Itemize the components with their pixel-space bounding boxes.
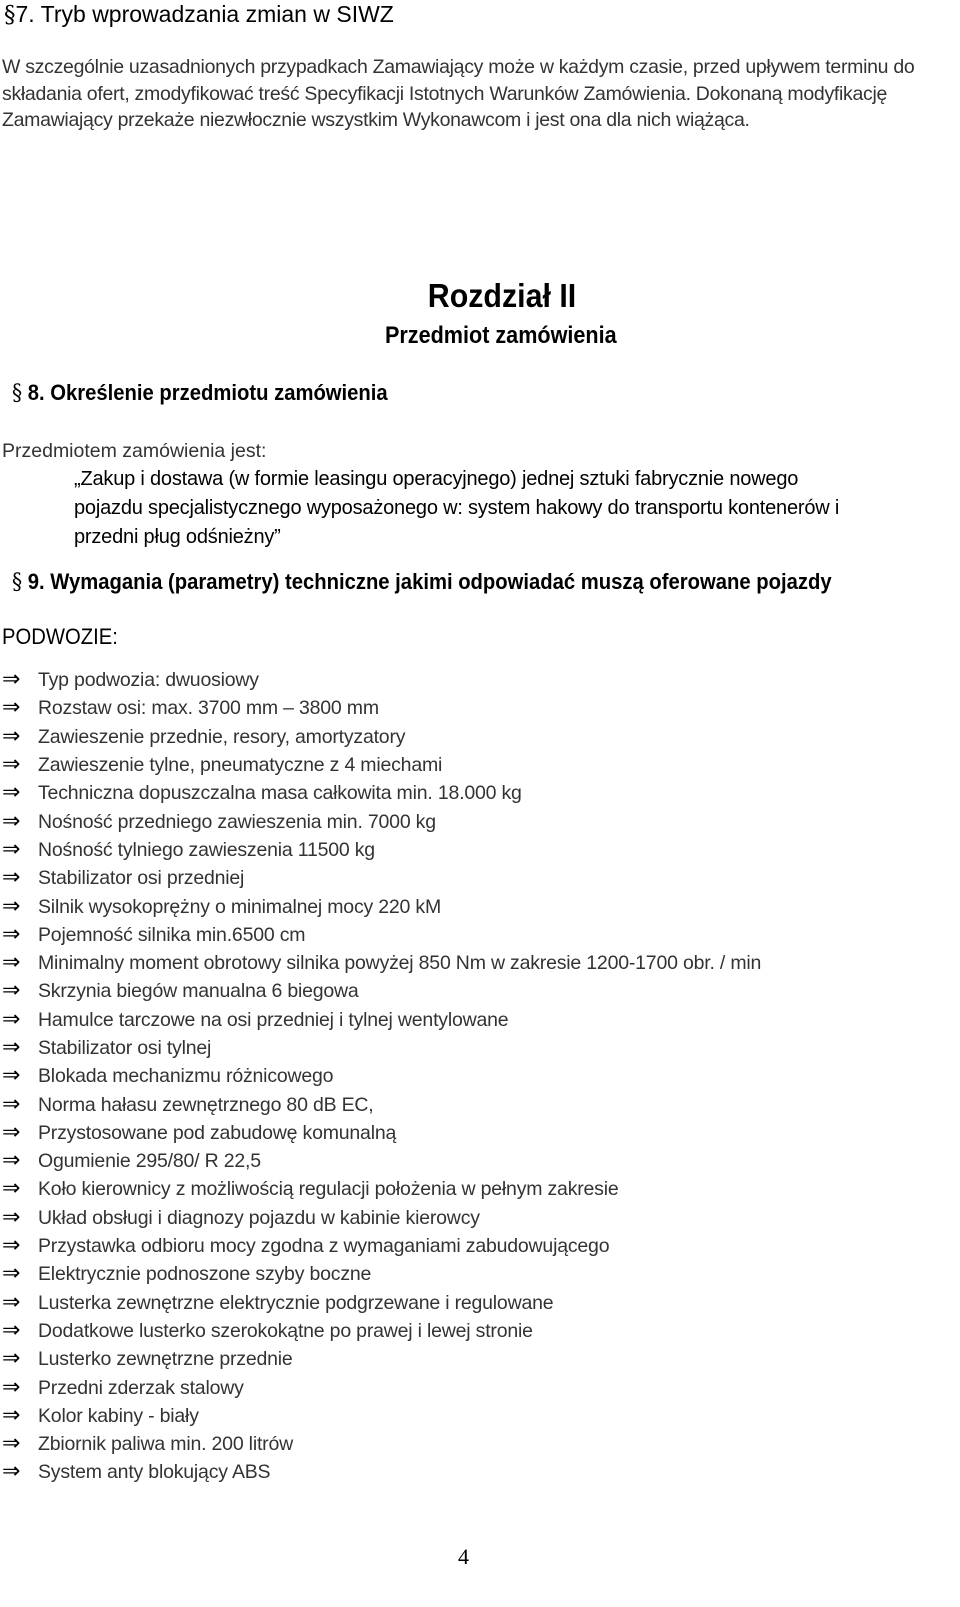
list-item-text: Koło kierownicy z możliwością regulacji położenia w pełnym zakresie — [38, 1178, 619, 1201]
double-right-arrow-icon: ⇒ — [2, 836, 21, 862]
double-right-arrow-icon: ⇒ — [2, 893, 21, 919]
double-right-arrow-icon: ⇒ — [2, 1289, 21, 1315]
list-item — [0, 694, 761, 722]
list-item-text: Nośność przedniego zawieszenia min. 7000 kg — [38, 810, 436, 833]
section-symbol: § — [4, 2, 16, 28]
subject-label: Przedmiotem zamówienia jest: — [2, 440, 267, 462]
section-9-title: 9. Wymagania (parametry) techniczne jakimi odpowiadać muszą oferowane pojazdy — [22, 569, 832, 594]
subject-line: pojazdu specjalistycznego wyposażonego w: system hakowy do transportu kontenerów i — [74, 497, 840, 519]
list-item — [0, 666, 761, 694]
section-9-heading — [12, 568, 832, 597]
list-item-text: Stabilizator osi tylnej — [38, 1037, 212, 1059]
list-item-text: Zbiornik paliwa min. 200 litrów — [38, 1433, 293, 1456]
list-item-text: Typ podwozia: dwuosiowy — [38, 669, 259, 692]
double-right-arrow-icon: ⇒ — [2, 695, 21, 721]
list-item — [0, 864, 761, 892]
list-item-text: Układ obsługi i diagnozy pojazdu w kabinie kierowcy — [38, 1206, 480, 1229]
double-right-arrow-icon: ⇒ — [2, 1346, 21, 1372]
list-item-text: Kolor kabiny - biały — [38, 1404, 199, 1427]
section-7-heading — [4, 0, 394, 29]
list-item — [0, 836, 761, 864]
list-item-text: Skrzynia biegów manualna 6 biegowa — [38, 980, 359, 1003]
chapter-title: Rozdział II — [427, 277, 577, 314]
list-item — [0, 1147, 761, 1175]
list-item-text: Pojemność silnika min.6500 cm — [38, 923, 306, 946]
chapter-subtitle: Przedmiot zamówienia — [384, 322, 617, 349]
list-item — [0, 1232, 761, 1260]
list-item-text: Nośność tylniego zawieszenia 11500 kg — [38, 838, 375, 861]
double-right-arrow-icon: ⇒ — [2, 752, 21, 778]
double-right-arrow-icon: ⇒ — [2, 1035, 21, 1060]
list-item — [0, 1062, 761, 1090]
paragraph-line: Zamawiający przekaże niezwłocznie wszystkim Wykonawcom i jest ona dla nich wiążąca. — [2, 109, 750, 131]
paragraph-line: składania ofert, zmodyfikować treść Specyfikacji Istotnych Warunków Zamówienia. Dokonaną modyfikację — [2, 82, 888, 105]
list-item — [0, 1317, 761, 1345]
subject-line: przedni pług odśnieżny” — [74, 526, 281, 548]
list-item-text: Blokada mechanizmu różnicowego — [38, 1065, 334, 1088]
double-right-arrow-icon: ⇒ — [2, 1261, 21, 1287]
list-item — [0, 1006, 761, 1034]
double-right-arrow-icon: ⇒ — [2, 1402, 21, 1428]
list-item-text: Rozstaw osi: max. 3700 mm – 3800 mm — [38, 697, 379, 720]
double-right-arrow-icon: ⇒ — [2, 780, 21, 806]
section-symbol: § — [12, 381, 23, 406]
list-item-text: Przystosowane pod zabudowę komunalną — [38, 1121, 397, 1144]
list-item — [0, 1090, 761, 1118]
list-item-text: Minimalny moment obrotowy silnika powyżej 850 Nm w zakresie 1200-1700 obr. / min — [38, 952, 762, 975]
section-7-title: 7. Tryb wprowadzania zmian w SIWZ — [15, 1, 394, 27]
section-8-title: 8. Określenie przedmiotu zamówienia — [22, 380, 388, 405]
double-right-arrow-icon: ⇒ — [2, 723, 21, 749]
double-right-arrow-icon: ⇒ — [2, 1119, 21, 1145]
list-item-text: Elektrycznie podnoszone szyby boczne — [38, 1263, 372, 1286]
list-item — [0, 751, 761, 779]
list-item-text: Ogumienie 295/80/ R 22,5 — [38, 1150, 261, 1173]
double-right-arrow-icon: ⇒ — [2, 1006, 21, 1032]
list-item — [0, 1034, 761, 1062]
list-item-text: Dodatkowe lusterko szerokokątne po prawej i lewej stronie — [38, 1319, 533, 1342]
list-item-text: Zawieszenie tylne, pneumatyczne z 4 miechami — [38, 754, 443, 777]
double-right-arrow-icon: ⇒ — [2, 1431, 21, 1457]
double-right-arrow-icon: ⇒ — [2, 950, 21, 976]
list-item-text: Hamulce tarczowe na osi przedniej i tylnej wentylowane — [38, 1008, 509, 1031]
list-item-text: Norma hałasu zewnętrznego 80 dB EC, — [38, 1093, 374, 1116]
double-right-arrow-icon: ⇒ — [2, 1317, 21, 1343]
list-item-text: Przedni zderzak stalowy — [38, 1376, 244, 1399]
list-item — [0, 1204, 761, 1232]
section-7-paragraph — [2, 54, 958, 134]
list-item-text: Lusterka zewnętrzne elektrycznie podgrzewane i regulowane — [38, 1291, 554, 1314]
chassis-heading: PODWOZIE: — [2, 624, 118, 649]
list-item-text: Przystawka odbioru mocy zgodna z wymaganiami zabudowującego — [38, 1235, 610, 1258]
list-item — [0, 1289, 761, 1317]
subject-line: „Zakup i dostawa (w formie leasingu operacyjnego) jednej sztuki fabrycznie nowego — [74, 468, 799, 490]
list-item-text: Lusterko zewnętrzne przednie — [38, 1348, 293, 1371]
list-item — [0, 1175, 761, 1203]
double-right-arrow-icon: ⇒ — [2, 1063, 21, 1089]
list-item — [0, 1260, 761, 1288]
list-item — [0, 1458, 761, 1486]
double-right-arrow-icon: ⇒ — [2, 1233, 21, 1259]
double-right-arrow-icon: ⇒ — [2, 865, 21, 891]
list-item-text: Stabilizator osi przedniej — [38, 867, 245, 890]
list-item-text: Techniczna dopuszczalna masa całkowita min. 18.000 kg — [38, 782, 522, 805]
list-item-text: Silnik wysokoprężny o minimalnej mocy 220 kM — [38, 895, 442, 918]
list-item — [0, 779, 761, 807]
list-item — [0, 921, 761, 949]
list-item — [0, 1345, 761, 1373]
double-right-arrow-icon: ⇒ — [2, 1148, 21, 1174]
list-item — [0, 977, 761, 1005]
double-right-arrow-icon: ⇒ — [2, 808, 21, 834]
list-item — [0, 892, 761, 920]
list-item — [0, 1430, 761, 1458]
list-item — [0, 723, 761, 751]
list-item — [0, 1119, 761, 1147]
chassis-spec-list — [0, 666, 761, 1487]
double-right-arrow-icon: ⇒ — [2, 1374, 21, 1400]
list-item — [0, 1402, 761, 1430]
list-item — [0, 807, 761, 835]
double-right-arrow-icon: ⇒ — [2, 978, 21, 1004]
paragraph-line: W szczególnie uzasadnionych przypadkach Zamawiający może w każdym czasie, przed upływem terminu do — [2, 56, 915, 78]
section-8-heading — [12, 379, 388, 408]
double-right-arrow-icon: ⇒ — [2, 1176, 21, 1202]
double-right-arrow-icon: ⇒ — [2, 1204, 21, 1230]
double-right-arrow-icon: ⇒ — [2, 1459, 21, 1485]
double-right-arrow-icon: ⇒ — [2, 921, 21, 947]
page-number: 4 — [458, 1544, 469, 1569]
double-right-arrow-icon: ⇒ — [2, 667, 21, 693]
subject-description — [74, 465, 904, 552]
list-item — [0, 1373, 761, 1401]
list-item-text: Zawieszenie przednie, resory, amortyzatory — [38, 725, 406, 748]
list-item-text: System anty blokujący ABS — [38, 1461, 271, 1484]
list-item — [0, 949, 761, 977]
double-right-arrow-icon: ⇒ — [2, 1091, 21, 1117]
section-symbol: § — [12, 570, 23, 595]
